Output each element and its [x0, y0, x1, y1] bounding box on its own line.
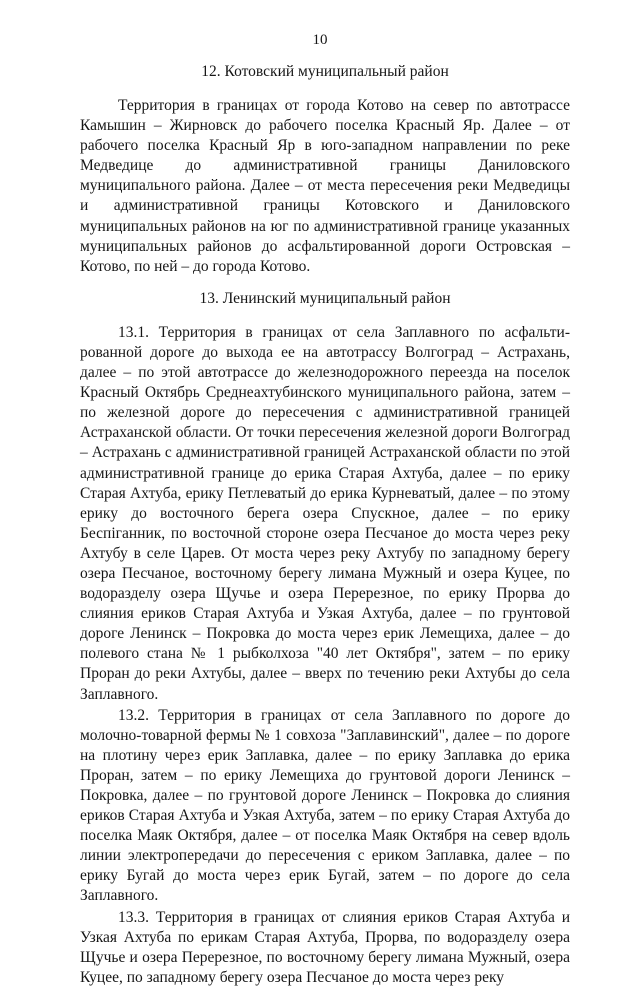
- paragraph-kotovsky: Территория в границах от города Котово на север по автотрассе Камышин – Жирновск до рабочего поселка Красный Яр. Далее – от рабочего поселка Красный Яр в юго-западном направлении по реке Медведице до административной границы Даниловского муниципального района. Далее – от места пересечения реки Медведицы и административной границы Котовского и Даниловского муниципальных районов на юг по административной границе указанных муниципальных районов до асфальтированной дороги Островская – Котово, по ней – до города Котово.: [80, 97, 570, 275]
- page-number: 10: [312, 32, 328, 48]
- paragraph-13-1: 13.1. Территория в границах от села Заплавного по асфальтированной дороге до выхода ее на автотрассу Волгоград – Астрахань, далее – по этой автотрассе до железнодорожного переезда на поселок Красный Октябрь Среднеахтубинского муниципального района, затем – по железной дороге до пересечения с административной границей Астраханской области. От точки пересечения железной дороги Волгоград – Астрахань с административной границей Астраханской области по этой административной границе до ерика Старая Ахтуба, далее – по ерику Старая Ахтуба, ерику Петлеватый до ерика Курневатый, далее – по этому ерику до восточного берега озера Спускное, далее – по ерику Беспіганник, по восточной стороне озера Песчаное до моста через реку Ахтубу в селе Царев. От моста через реку Ахтубу по западному берегу озера Песчаное, восточному берегу лимана Мужный и озера Куцее, по водоразделу озера Щучье и озера Перерезное, по ерику Прорва до слияния ериков Старая Ахтуба и Узкая Ахтуба, далее – по грунтовой дороге Ленинск – Покровка до моста через ерик Лемещиха, далее – до полевого стана № 1 рыбколхоза "40 лет Октября", затем – по ерику Проран до реки Ахтубы, далее – вверх по течению реки Ахтубы до села Заплавного.: [80, 323, 570, 703]
- paragraph-13-3: 13.3. Территория в границах от слияния ериков Старая Ахтуба и Узкая Ахтуба по ерикам Старая Ахтуба, Прорва, по водоразделу озера Щучье и озера Перерезное, по восточному берегу лимана Мужный, озера Куцее, по западному берегу озера Песчаное до моста через реку: [80, 908, 570, 986]
- section-title-leninsky: 13. Ленинский муниципальный район: [199, 289, 451, 307]
- paragraph-13-2: 13.2. Территория в границах от села Заплавного по дороге до молочно-товарной фермы № 1 совхоза "Заплавинский", далее – по дороге на плотину через ерик Заплавка, далее – по ерику Заплавка до ерика Проран, затем – по ерику Лемещиха до грунтовой дороги Ленинск – Покровка, далее – по грунтовой дороге Ленинск – Покровка до слияния ериков Старая Ахтуба и Узкая Ахтуба, затем – по ерику Старая Ахтуба до поселка Маяк Октября, далее – от поселка Маяк Октября на север вдоль линии электропередачи до пересечения с ериком Заплавка, далее – по ерику Бугай до моста через ерик Бугай, затем – по дороге до села Заплавного.: [80, 706, 570, 905]
- section-title-kotovsky: 12. Котовский муниципальный район: [201, 63, 449, 80]
- document-body: [80, 58, 570, 988]
